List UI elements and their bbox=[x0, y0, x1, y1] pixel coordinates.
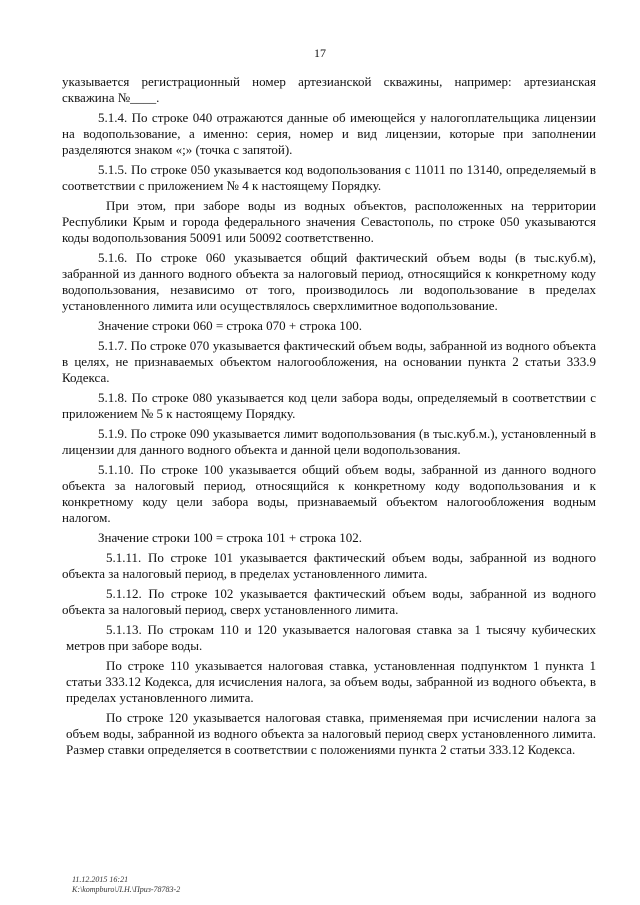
footer-timestamp: 11.12.2015 16:21 bbox=[72, 875, 129, 884]
paragraph-9: 5.1.10. По строке 100 указывается общий объем воды, забранной из данного водного объекта за налоговый период, относящийся к конкретному коду водопользования и к конкретному коду цели забора воды, признаваемый объектом налогообложения водным налогом. bbox=[62, 462, 596, 525]
paragraph-13: 5.1.13. По строкам 110 и 120 указывается налоговая ставка за 1 тысячу кубических метров при заборе воды. bbox=[66, 622, 596, 653]
paragraph-12: 5.1.12. По строке 102 указывается фактический объем воды, забранной из водного объекта за налоговый период, сверх установленного лимита. bbox=[62, 586, 596, 617]
document-body bbox=[62, 74, 596, 762]
footer-file-path: К:\kompburo\Л.Н.\Приз-78783-2 bbox=[72, 885, 181, 894]
paragraph-3: При этом, при заборе воды из водных объектов, расположенных на территории Республики Крым и города федерального значения Севастополь, по строке 050 указываются коды водопользования 50091 или 50092 соответственно. bbox=[62, 198, 596, 245]
paragraph-2: 5.1.5. По строке 050 указывается код водопользования с 11011 по 13140, определяемый в соответствии с приложением № 4 к настоящему Порядку. bbox=[62, 162, 596, 193]
paragraph-14: По строке 110 указывается налоговая ставка, установленная подпунктом 1 пункта 1 статьи 333.12 Кодекса, для исчисления налога, за объем воды, забранной из водного объекта, в пределах установленного лимита. bbox=[66, 658, 596, 705]
paragraph-0: указывается регистрационный номер артезианской скважины, например: артезианская скважина №____. bbox=[62, 74, 596, 105]
paragraph-8: 5.1.9. По строке 090 указывается лимит водопользования (в тыс.куб.м.), установленный в лицензии для данного водного объекта и данной цели водопользования. bbox=[62, 426, 596, 457]
paragraph-10: Значение строки 100 = строка 101 + строка 102. bbox=[98, 530, 363, 545]
paragraph-11: 5.1.11. По строке 101 указывается фактический объем воды, забранной из водного объекта за налоговый период, в пределах установленного лимита. bbox=[62, 550, 596, 581]
file-stamp-footer bbox=[72, 875, 180, 895]
paragraph-15: По строке 120 указывается налоговая ставка, применяемая при исчислении налога за объем воды, забранной из водного объекта за налоговый период сверх установленного лимита. Размер ставки определяется в соответствии с положениями пункта 2 статьи 333.12 Кодекса. bbox=[66, 710, 596, 757]
paragraph-7: 5.1.8. По строке 080 указывается код цели забора воды, определяемый в соответствии с приложением № 5 к настоящему Порядку. bbox=[62, 390, 596, 421]
paragraph-4: 5.1.6. По строке 060 указывается общий фактический объем воды (в тыс.куб.м), забранной из данного водного объекта за налоговый период, относящийся к конкретному коду водопользования, независимо от того, производилось ли водопользование в пределах установленного лимита или осуществлялось сверхлимитное водопользование. bbox=[62, 250, 596, 313]
paragraph-5: Значение строки 060 = строка 070 + строка 100. bbox=[98, 318, 363, 333]
paragraph-1: 5.1.4. По строке 040 отражаются данные об имеющейся у налогоплательщика лицензии на водопользование, а именно: серия, номер и вид лицензии, которые при заполнении разделяются знаком «;» (точка с запятой). bbox=[62, 110, 596, 157]
page-number: 17 bbox=[314, 46, 326, 60]
paragraph-6: 5.1.7. По строке 070 указывается фактический объем воды, забранной из водного объекта в целях, не признаваемых объектом налогообложения, на основании пункта 2 статьи 333.9 Кодекса. bbox=[62, 338, 596, 385]
